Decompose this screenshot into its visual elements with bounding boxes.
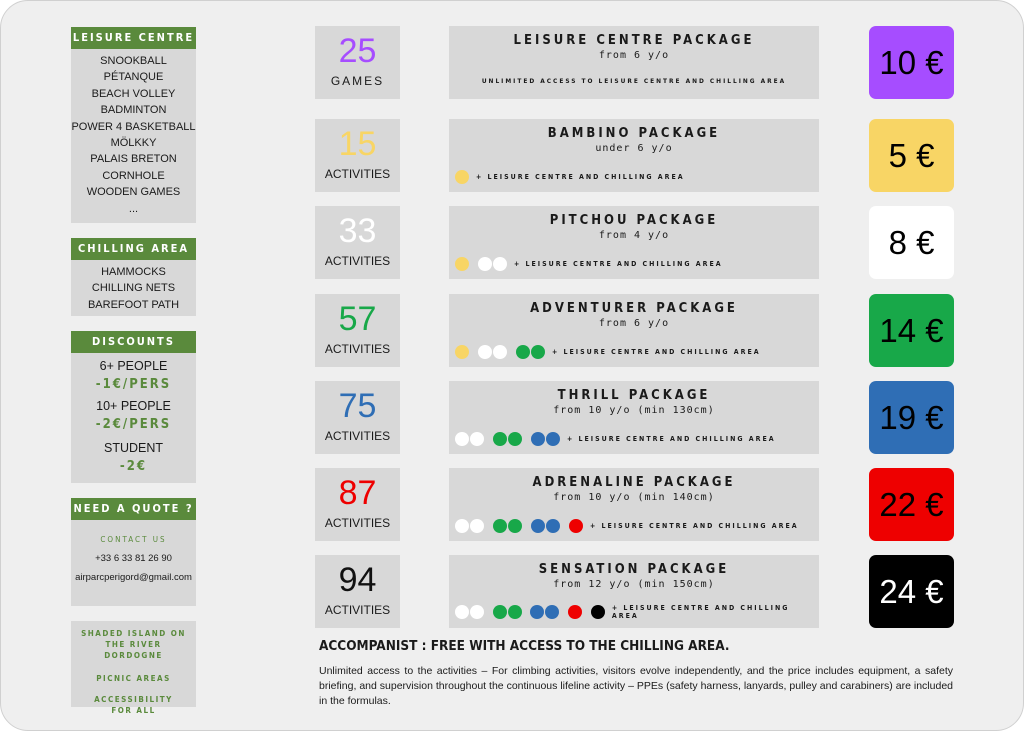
package-includes-text: + LEISURE CENTRE AND CHILLING AREA [567,435,776,443]
discount-value: -1€/PERS [95,377,172,392]
discount-value: -2€ [119,459,148,474]
count-number: 87 [338,474,377,512]
activity-level-dot [493,605,507,619]
leisure-item: MÖLKKY [110,137,157,150]
feature-picnic-areas: PICNIC AREAS [96,674,171,683]
package-card[interactable] [449,206,819,279]
features-box [71,621,196,715]
price-badge: 10 € [869,26,954,99]
package-includes-text: + LEISURE CENTRE AND CHILLING AREA [552,348,761,356]
leisure-item: BADMINTON [100,104,167,117]
discounts-list [71,353,196,477]
package-includes-text: + LEISURE CENTRE AND CHILLING AREA [611,604,790,620]
count-number: 57 [338,300,377,338]
count-box [315,26,400,99]
count-number: 75 [338,387,377,425]
count-label: ACTIVITIES [324,429,391,443]
package-card[interactable] [449,468,819,541]
phone-number[interactable]: +33 6 33 81 26 90 [95,553,172,564]
activity-level-dot [470,605,484,619]
count-box [315,555,400,628]
package-includes-text: + LEISURE CENTRE AND CHILLING AREA [476,173,685,181]
activity-level-dot [530,605,544,619]
package-title: SENSATION PACKAGE [538,562,730,577]
package-title: ADVENTURER PACKAGE [530,301,738,316]
accompanist-note: ACCOMPANIST : FREE WITH ACCESS TO THE CHILLING AREA. [319,638,730,654]
activity-level-dot [455,432,469,446]
leisure-centre-heading: LEISURE CENTRE [71,27,196,49]
package-includes [455,604,819,620]
activity-level-dot [545,605,559,619]
activity-level-dot [455,345,469,359]
count-box [315,206,400,279]
leisure-centre-box [71,27,196,223]
package-includes-text: + LEISURE CENTRE AND CHILLING AREA [514,260,723,268]
leisure-item: SNOOKBALL [100,55,167,67]
package-card[interactable] [449,381,819,454]
activity-level-dot [568,605,582,619]
count-label: GAMES [330,74,385,88]
feature-accessibility: ACCESSIBILITY FOR ALL [94,695,173,715]
feature-shaded-island: SHADED ISLAND ON THE RIVER DORDOGNE [81,629,186,660]
package-age: from 4 y/o [598,230,670,241]
leisure-item: PÉTANQUE [103,71,164,84]
count-number: 15 [338,125,377,163]
activity-level-dot [470,432,484,446]
activity-level-dot [493,257,507,271]
activity-level-dot [546,432,560,446]
chilling-area-box [71,238,196,316]
activity-level-dot [508,432,522,446]
package-title: BAMBINO PACKAGE [547,126,721,141]
package-age: from 10 y/o (min 130cm) [553,405,715,416]
activity-level-dot [478,257,492,271]
chilling-item: CHILLING NETS [91,282,176,295]
activities-note: Unlimited access to the activities – For climbing activities, visitors evolve independently, and the price includes equipment, a safety briefing, and supervision throughout the continuous lifeline activity – PPEs (safety harness, lanyards, pulley and carabiners) are included in the formulas. [319,665,953,707]
activity-level-dot [508,519,522,533]
activity-level-dot [546,519,560,533]
activity-level-dot [470,519,484,533]
package-age: from 6 y/o [598,50,670,61]
package-card[interactable] [449,294,819,367]
activity-level-dot [569,519,583,533]
package-age: from 6 y/o [598,318,670,329]
package-title: PITCHOU PACKAGE [549,213,719,228]
discount-label: STUDENT [103,441,164,455]
leisure-centre-list [71,49,196,217]
package-includes-text: + LEISURE CENTRE AND CHILLING AREA [590,522,799,530]
activity-level-dot [531,432,545,446]
package-includes [455,170,685,184]
leisure-item: PALAIS BRETON [90,153,177,166]
package-includes [455,519,799,533]
discount-label: 10+ PEOPLE [96,399,171,413]
discounts-heading: DISCOUNTS [71,331,196,353]
quote-heading: NEED A QUOTE ? [71,498,196,520]
package-includes [455,257,723,271]
package-includes [455,432,776,446]
discounts-box [71,331,196,483]
package-title: ADRENALINE PACKAGE [532,475,736,490]
count-box [315,119,400,192]
package-age: from 12 y/o (min 150cm) [553,579,715,590]
price-badge: 22 € [869,468,954,541]
chilling-item: HAMMOCKS [101,266,166,278]
leisure-item: CORNHOLE [102,169,165,182]
activity-level-dot [591,605,605,619]
activity-level-dot [493,432,507,446]
price-badge: 14 € [869,294,954,367]
activity-level-dot [455,170,469,184]
activity-level-dot [493,519,507,533]
count-number: 33 [338,212,377,250]
package-title: THRILL PACKAGE [557,388,711,403]
price-badge: 8 € [869,206,954,279]
count-box [315,294,400,367]
package-includes [455,345,761,359]
package-card[interactable] [449,119,819,192]
discount-label: 6+ PEOPLE [99,359,168,373]
count-box [315,381,400,454]
leisure-item: ... [128,202,139,215]
package-age: from 10 y/o (min 140cm) [553,492,715,503]
package-card[interactable] [449,26,819,99]
leisure-item: WOODEN GAMES [86,186,181,199]
count-label: ACTIVITIES [324,516,391,530]
count-label: ACTIVITIES [324,167,391,181]
package-title: LEISURE CENTRE PACKAGE [513,33,755,48]
activity-level-dot [493,345,507,359]
count-label: ACTIVITIES [324,603,391,617]
chilling-item: BAREFOOT PATH [87,298,180,311]
price-badge: 5 € [869,119,954,192]
package-card[interactable] [449,555,819,628]
price-badge: 24 € [869,555,954,628]
price-badge: 19 € [869,381,954,454]
package-includes-text: UNLIMITED ACCESS TO LEISURE CENTRE AND CHILLING AREA [481,77,787,85]
activity-level-dot [455,605,469,619]
count-label: ACTIVITIES [324,254,391,268]
leisure-item: BEACH VOLLEY [91,87,176,100]
count-label: ACTIVITIES [324,342,391,356]
activity-level-dot [455,257,469,271]
count-number: 94 [338,561,377,599]
quote-box [71,498,196,606]
email-address[interactable]: airparcperigord@gmail.com [75,572,192,583]
count-number: 25 [338,32,377,70]
activity-level-dot [478,345,492,359]
package-includes [449,77,819,85]
chilling-area-list [71,260,196,313]
package-age: under 6 y/o [595,143,673,154]
activity-level-dot [508,605,522,619]
count-box [315,468,400,541]
activity-level-dot [531,519,545,533]
activity-level-dot [455,519,469,533]
activity-level-dot [516,345,530,359]
chilling-area-heading: CHILLING AREA [71,238,196,260]
discount-value: -2€/PERS [95,417,172,432]
activity-level-dot [531,345,545,359]
contact-us-label: CONTACT US [100,535,167,544]
leisure-item: POWER 4 BASKETBALL [71,120,196,133]
